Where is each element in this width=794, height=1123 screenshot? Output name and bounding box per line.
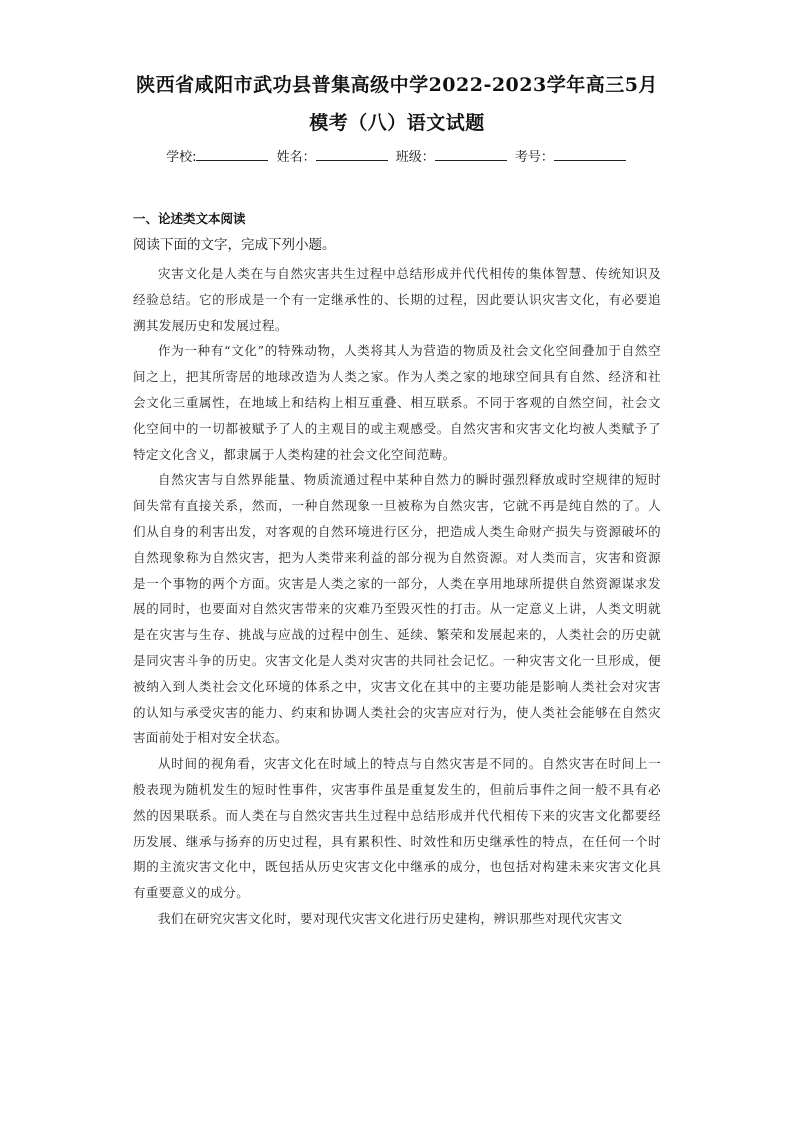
exam-number-field xyxy=(515,146,628,165)
student-info-line xyxy=(0,146,794,165)
class-blank[interactable] xyxy=(435,148,507,161)
school-blank[interactable] xyxy=(196,148,268,161)
article-paragraph-4: 从时间的视角看，灾害文化在时域上的特点与自然灾害是不同的。自然灾害在时间上一般表现为随机发生的短时性事件，灾害事件虽是重复发生的，但前后事件之间一般不具有必然的因果联系。而人类在与自然灾害共生过程中总结形成并代代相传下来的灾害文化都要经历发展、继承与扬弃的历史过程，具有累积性、时效性和历史继承性的特点，在任何一个时期的主流灾害文化中，既包括从历史灾害文化中继承的成分，也包括对构建未来灾害文化具有重要意义的成分。 xyxy=(133,756,661,901)
name-label: 姓名： xyxy=(276,150,316,165)
article-body xyxy=(133,261,661,932)
reading-instruction: 阅读下面的文字，完成下列小题。 xyxy=(133,237,336,253)
section-heading: 一、论述类文本阅读 xyxy=(133,211,246,226)
class-field xyxy=(396,146,509,165)
exam-title-line-1: 陕西省咸阳市武功县普集高级中学2022-2023学年高三5月 xyxy=(136,74,658,96)
name-blank[interactable] xyxy=(316,148,388,161)
article-paragraph-5: 我们在研究灾害文化时，要对现代灾害文化进行历史建构，辨识那些对现代灾害文 xyxy=(158,910,623,926)
article-paragraph-1: 灾害文化是人类在与自然灾害共生过程中总结形成并代代相传的集体智慧、传统知识及经验总结。它的形成是一个有一定继承性的、长期的过程，因此要认识灾害文化，有必要追溯其发展历史和发展过程。 xyxy=(133,266,661,333)
school-field xyxy=(166,146,270,165)
class-label: 班级： xyxy=(395,150,435,165)
exam-number-blank[interactable] xyxy=(554,148,626,161)
article-paragraph-2: 作为一种有“文化”的特殊动物，人类将其人为营造的物质及社会文化空间叠加于自然空间之上，把其所寄居的地球改造为人类之家。作为人类之家的地球空间具有自然、经济和社会文化三重属性，在地域上和结构上相互重叠、相互联系。不同于客观的自然空间，社会文化空间中的一切都被赋予了人的主观目的或主观感受。自然灾害和灾害文化均被人类赋予了特定文化含义，都隶属于人类构建的社会文化空间范畴。 xyxy=(133,343,661,462)
name-field xyxy=(277,146,390,165)
school-label: 学校: xyxy=(166,150,197,165)
exam-number-label: 考号： xyxy=(514,150,554,165)
exam-title-line-2: 模考（八）语文试题 xyxy=(309,112,485,134)
article-paragraph-3: 自然灾害与自然界能量、物质流通过程中某种自然力的瞬时强烈释放或时空规律的短时间失常有直接关系，然而，一种自然现象一旦被称为自然灾害，它就不再是纯自然的了。人们从自身的利害出发，对客观的自然环境进行区分，把造成人类生命财产损失与资源破坏的自然现象称为自然灾害，把为人类带来利益的部分视为自然资源。对人类而言，灾害和资源是一个事物的两个方面。灾害是人类之家的一部分，人类在享用地球所提供自然资源谋求发展的同时，也要面对自然灾害带来的灾难乃至毁灭性的打击。从一定意义上讲，人类文明就是在灾害与生存、挑战与应战的过程中创生、延续、繁荣和发展起来的，人类社会的历史就是同灾害斗争的历史。灾害文化是人类对灾害的共同社会记忆。一种灾害文化一旦形成，便被纳入到人类社会文化环境的体系之中，灾害文化在其中的主要功能是影响人类社会对灾害的认知与承受灾害的能力、约束和协调人类社会的灾害应对行为，使人类社会能够在自然灾害面前处于相对安全状态。 xyxy=(133,472,661,746)
